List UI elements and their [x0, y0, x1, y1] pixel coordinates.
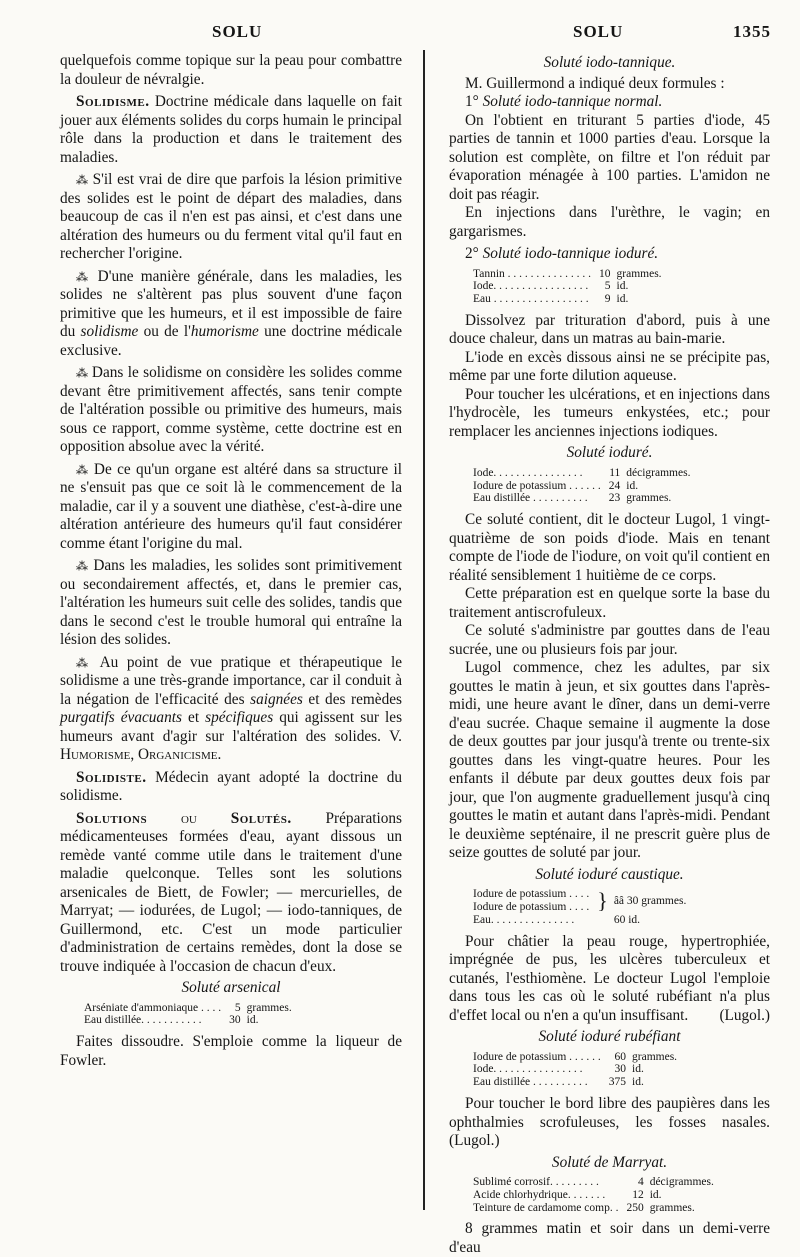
recipe-caption: Soluté arsenical — [181, 979, 281, 996]
recipe-row: Arséniate d'ammoniaque . . . . 5 grammes. — [84, 1001, 292, 1014]
paragraph: ⁂ D'une manière générale, dans les maladies, les solides ne s'altèrent pas plus souvent d'une façon primitive que les humeurs, et il est impossible de faire du solidisme ou de l'humorisme une doctrine médicale exclusive. — [60, 267, 402, 359]
definition-solidiste: Médecin ayant adopté la doctrine du solidisme. — [60, 768, 403, 804]
header-left-word: SOLU — [212, 22, 263, 41]
recipe-row: Teinture de cardamome comp. . 250 grammes. — [473, 1201, 695, 1214]
paragraph: 1° Soluté iodo-tannique normal. — [465, 93, 663, 110]
paragraph: ⁂ Dans les maladies, les solides sont primitivement ou secondairement affectés, et, dans le premier cas, l'altération les humeurs suit celle des solides, tandis que dans le second c'est le trouble humoral qui entraîne la lésion des solides. — [60, 557, 403, 648]
paragraph: L'iode en excès dissous ainsi ne se précipite pas, même par une forte dilution aqueuse. — [449, 348, 770, 385]
recipe-row: Sublimé corrosif. . . . . . . . . 4 décigrammes. — [473, 1176, 714, 1189]
recipe-caustique — [471, 888, 688, 926]
right-column — [449, 52, 770, 1256]
paragraph: M. Guillermond a indiqué deux formules : — [465, 74, 725, 92]
entry-solidiste — [60, 769, 402, 806]
paragraph: Pour toucher le bord libre des paupières dans les ophthalmies scrofuleuses, les fosses nasales. (Lugol.) — [449, 1095, 770, 1150]
definition-solutions: Préparations médicamenteuses formées d'eau, ayant dissous un remède vanté comme utile dans le traitement d'une maladie quelconque. Telles sont les solutions arsenicales de Biett, de Fowler; — mercurielles, de Marryat; — iodurées, de Lugol; — iodo-tanniques, de Guillermond, etc. C'est un mode particulier d'administration de certains remèdes, dont la dose se trouve indiquée à l'occasion de chacun d'eux. — [60, 809, 402, 975]
headword-solutes: Solutés. — [230, 809, 292, 827]
recipe-row: Eau. . . . . . . . . . . . . . . 60 id. — [473, 913, 641, 926]
headword-solidisme: Solidisme. — [76, 93, 150, 110]
left-column — [60, 52, 402, 1212]
paragraph: On l'obtient en triturant 5 parties d'iode, 45 parties de tannin et 1000 parties d'eau. Lorsque la solution est complète, on filtre et l'on réduit par évaporation ménagée à 100 parties. L'amidon ne doit pas réagir. — [449, 111, 770, 203]
entry-solidisme — [60, 93, 402, 167]
paragraph: ⁂ De ce qu'un organe est altéré dans sa structure il ne s'ensuit pas que ce soit là le commencement de la maladie, car il y a souvent une diathèse, c'est-à-dire une altération antérieure des humeurs qu'il faut considérer comme étant l'origine du mal. — [60, 460, 403, 552]
recipe-row: Iode. . . . . . . . . . . . . . . . 30 id. — [473, 1063, 644, 1076]
recipe-iodure — [471, 467, 692, 505]
paragraph: Pour toucher les ulcérations, et en injections dans l'hydrocèle, les tumeurs enkystées, etc.; pour remplacer les anciennes injections iodiques. — [449, 385, 770, 440]
cross-reference: Humorisme, Organicisme. — [60, 746, 222, 763]
entry-solutions: Solutions ou Solutés. Préparations médicamenteuses formées d'eau, ayant dissous un remède vanté comme utile dans le traitement d'une maladie quelconque. Telles sont les solutions arsenicales de Biett, de Fowler; — mercurielles, de Marryat; — iodurées, de Lugol; — iodo-tanniques, de Guillermond, etc. C'est un mode particulier d'administration de certains remèdes, dont la dose se trouve indiquée à l'occasion de chacun d'eux. — [60, 809, 402, 975]
paragraph: ⁂ S'il est vrai de dire que parfois la lésion primitive des solides est le point de départ des maladies, dans beaucoup de cas il n'en est pas ainsi, et c'est dans une altération des humeurs ou du ferment vital qu'il faut en rechercher l'origine. — [60, 171, 402, 262]
brace-glyph: } — [597, 888, 608, 914]
headword-solidiste: Solidiste. — [76, 768, 147, 786]
recipe-caption: Soluté ioduré caustique. — [535, 865, 684, 883]
recipe-iodo-tannique — [471, 268, 664, 306]
recipe-caption: Soluté ioduré. — [566, 444, 653, 462]
paragraph: Ce soluté contient, dit le docteur Lugol, 1 vingt-quatrième de son poids d'iode. Mais en tenant compte de l'iode de l'iodure, on voit qu'il contient en réalité sensiblement 1 huitième de ce corps. — [449, 511, 770, 584]
column-divider — [423, 50, 425, 1210]
asterism-icon: ⁂ — [76, 173, 88, 187]
running-header — [0, 22, 800, 48]
definition-solidisme: Doctrine médicale dans laquelle on fait jouer aux éléments solides du corps humain le principal rôle dans la production et dans le traitement des maladies. — [60, 93, 402, 166]
recipe-caption: Soluté ioduré rubéfiant — [538, 1028, 681, 1046]
recipe-row: Iodure de potassium . . . . . . 24 id. — [473, 479, 639, 492]
paragraph: Cette préparation est en quelque sorte la base du traitement antiscrofuleux. — [449, 585, 770, 621]
recipe-row: Iode. . . . . . . . . . . . . . . . 11 décigrammes. — [473, 466, 691, 479]
paragraph: Ce soluté s'administre par gouttes dans de l'eau sucrée, une ou plusieurs fois par jour. — [449, 622, 770, 658]
recipe-caption: Soluté iodo-tannique. — [543, 54, 676, 71]
paragraph: Faites dissoudre. S'emploie comme la liqueur de Fowler. — [60, 1033, 402, 1069]
recipe-row: Iodure de potassium . . . . } ââ 30 grammes. — [473, 888, 687, 914]
recipe-row: Iodure de potassium . . . . — [473, 901, 590, 914]
recipe-marryat — [471, 1176, 716, 1214]
paragraph: 2° Soluté iodo-tannique ioduré. — [465, 245, 659, 262]
headword-solutions: Solutions — [76, 809, 148, 827]
paragraph: Pour châtier la peau rouge, hypertrophiée, imprégnée de pus, les ulcères tuberculeux et cutanés, l'esthiomène. Le docteur Lugol l'emploie dans tous les cas où le soluté rubéfiant n'a plus d'effet local ou n'en a qu'un insuffisant. (Lugol.) — [449, 932, 770, 1024]
asterism-icon: ⁂ — [76, 366, 88, 380]
paragraph: En injections dans l'urèthre, le vagin; en gargarismes. — [449, 204, 770, 240]
header-right-word: SOLU — [573, 22, 624, 41]
recipe-row: Eau . . . . . . . . . . . . . . . . . 9 id. — [473, 293, 629, 306]
recipe-arsenical — [82, 1002, 294, 1028]
recipe-caption: Soluté de Marryat. — [551, 1153, 668, 1171]
recipe-row: Eau distillée. . . . . . . . . . . 30 id. — [84, 1014, 259, 1027]
recipe-row: Iodure de potassium . . . . . . 60 grammes. — [473, 1050, 678, 1063]
recipe-row: Acide chlorhydrique. . . . . . . 12 id. — [473, 1188, 662, 1201]
asterism-icon: ⁂ — [76, 269, 91, 284]
recipe-row: Eau distillée . . . . . . . . . . 23 grammes. — [473, 492, 672, 505]
paragraph: 8 grammes matin et soir dans un demi-verre d'eau — [449, 1220, 770, 1256]
paragraph: Dissolvez par trituration d'abord, puis à une douce chaleur, dans un matras au bain-marie. — [449, 311, 770, 348]
paragraph: ⁂ Dans le solidisme on considère les solides comme devant être primitivement affectés, sans tenir compte de l'altération possible ou primitive des humeurs, mais sous ce rapport, comme système, cette doctrine est en opposition absolue avec la vérité. — [60, 364, 403, 455]
page-number: 1355 — [733, 22, 771, 41]
paragraph: ⁂ Au point de vue pratique et thérapeutique le solidisme a une très-grande importance, car il conduit à la négation de l'efficacité des saignées et des remèdes purgatifs évacuants et spécifiques qui agissent sur les humeurs avant d'agir sur l'altération des solides. V. Humorisme, Organicisme. — [60, 653, 403, 763]
recipe-row: Eau distillée . . . . . . . . . . 375 id. — [473, 1076, 644, 1089]
asterism-icon: ⁂ — [76, 559, 89, 573]
recipe-rubefiant — [471, 1051, 679, 1089]
asterism-icon: ⁂ — [76, 655, 92, 670]
paragraph: Lugol commence, chez les adultes, par six gouttes le matin à jeun, et six gouttes dans l'après-midi, une heure avant le dîner, dans un demi-verre d'eau sucrée. Chaque semaine il augmente la dose de deux gouttes par jour jusqu'à trente ou trente-six gouttes dans les vingt-quatre heures. Pour les enfants il débute par deux gouttes deux fois par jour, que l'on augmente graduellement jusqu'à cinq gouttes le matin et autant dans l'après-midi. Pendant le deuxième septénaire, il ne prescrit guère plus de seize gouttes de soluté par jour. — [449, 659, 770, 862]
recipe-row: Iode. . . . . . . . . . . . . . . . . 5 id. — [473, 280, 629, 293]
paragraph-neuralgia: quelquefois comme topique sur la peau pour combattre la douleur de névralgie. — [60, 52, 402, 88]
recipe-row: Tannin . . . . . . . . . . . . . . . 10 grammes. — [473, 267, 662, 280]
asterism-icon: ⁂ — [76, 462, 89, 477]
